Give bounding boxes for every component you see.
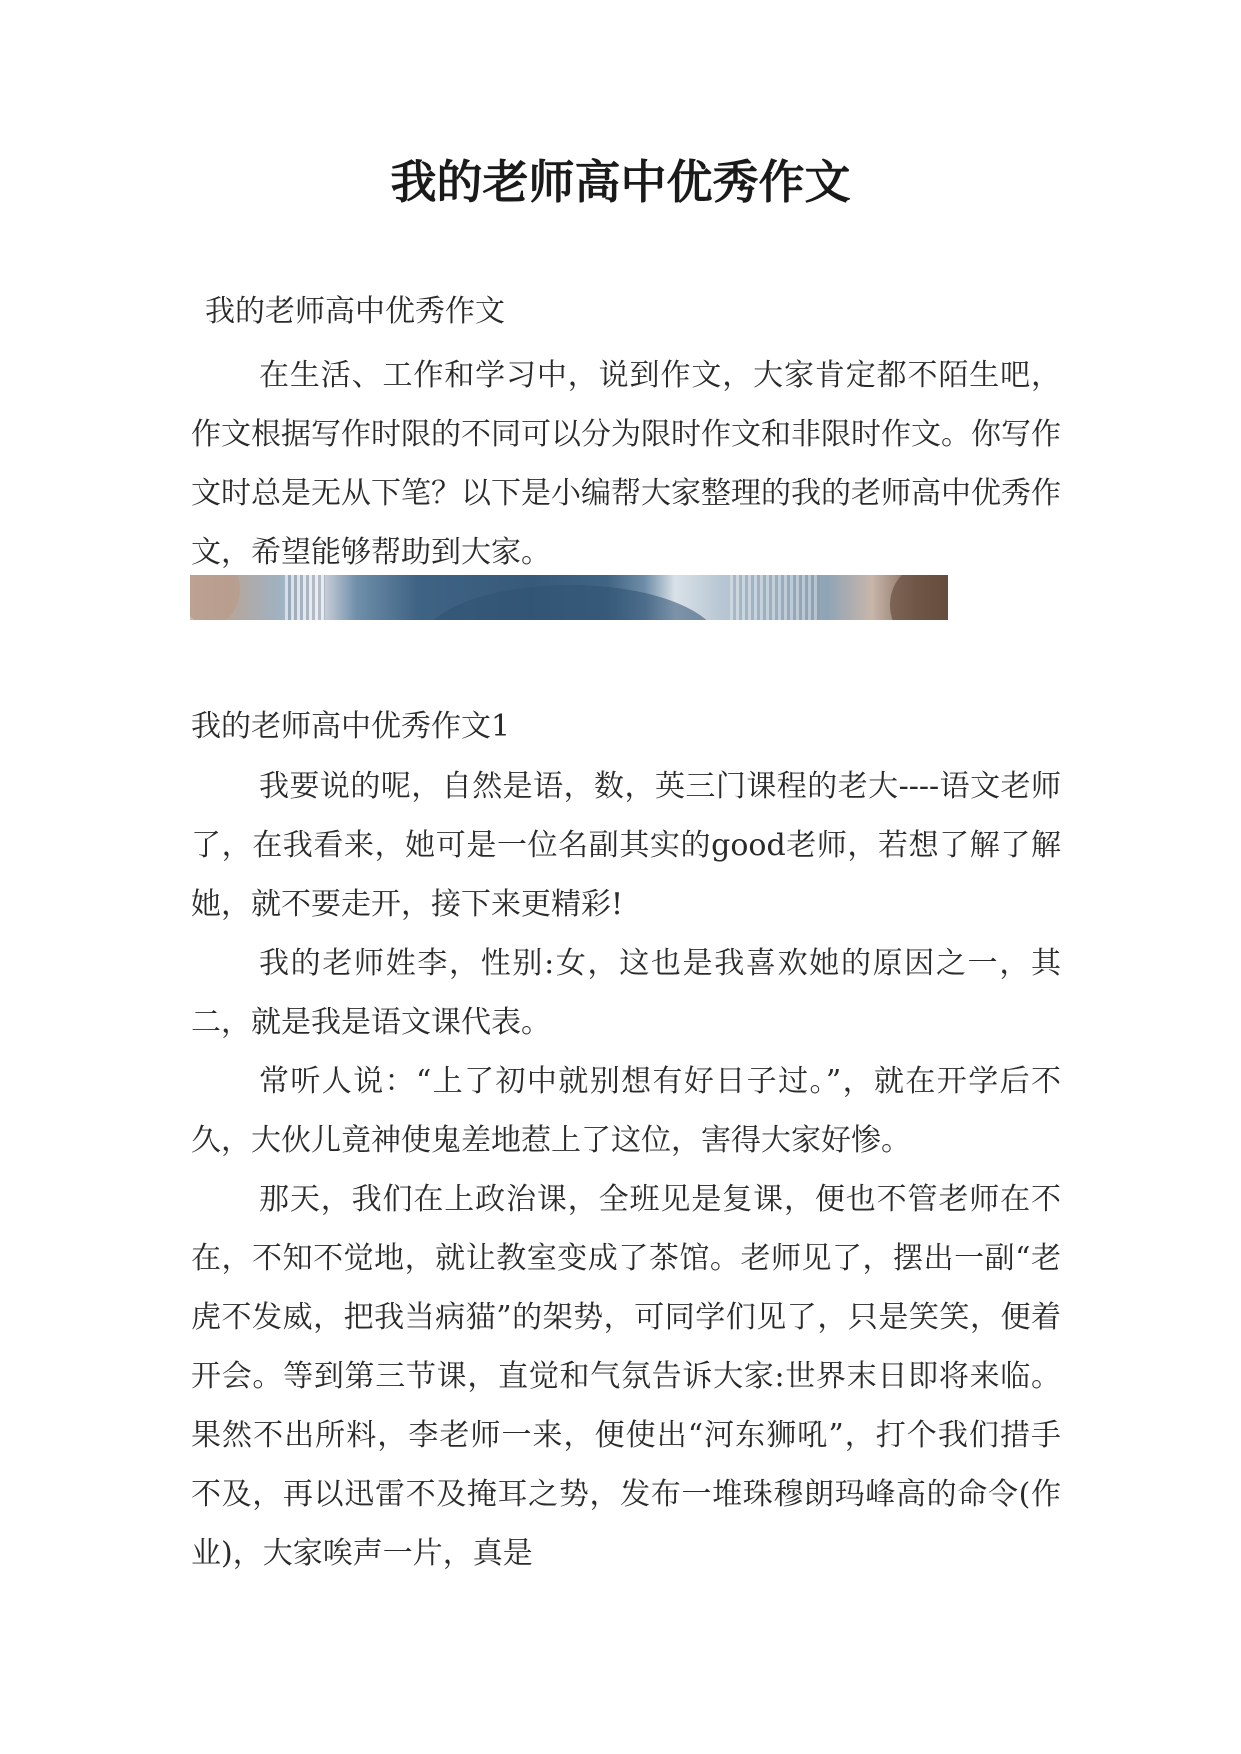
section-body [191, 757, 1061, 1583]
cropped-photo [190, 575, 948, 620]
section-paragraph: 我的老师姓李，性别:女，这也是我喜欢她的原因之一，其二，就是我是语文课代表。 [191, 946, 1061, 1040]
document-subtitle: 我的老师高中优秀作文 [205, 294, 505, 329]
intro-section [191, 346, 1061, 582]
document-title: 我的老师高中优秀作文 [390, 155, 851, 209]
section-heading: 我的老师高中优秀作文1 [191, 709, 511, 744]
intro-paragraph: 在生活、工作和学习中，说到作文，大家肯定都不陌生吧，作文根据写作时限的不同可以分为限时作文和非限时作文。你写作文时总是无从下笔？以下是小编帮大家整理的我的老师高中优秀作文，希望能够帮助到大家。 [191, 358, 1061, 570]
section-paragraph: 那天，我们在上政治课，全班见是复课，便也不管老师在不在，不知不觉地，就让教室变成了茶馆。老师见了，摆出一副“老虎不发威，把我当病猫”的架势，可同学们见了，只是笑笑，便着开会。等到第三节课，直觉和气氛告诉大家:世界末日即将来临。果然不出所料，李老师一来，便使出“河东狮吼”，打个我们措手不及，再以迅雷不及掩耳之势，发布一堆珠穆朗玛峰高的命令(作业)，大家唉声一片，真是 [191, 1182, 1061, 1571]
section-paragraph: 我要说的呢，自然是语，数，英三门课程的老大----语文老师了，在我看来，她可是一位名副其实的good老师，若想了解了解她，就不要走开，接下来更精彩! [191, 769, 1061, 922]
section-paragraph: 常听人说：“上了初中就别想有好日子过。”，就在开学后不久，大伙儿竟神使鬼差地惹上了这位，害得大家好惨。 [191, 1064, 1061, 1158]
